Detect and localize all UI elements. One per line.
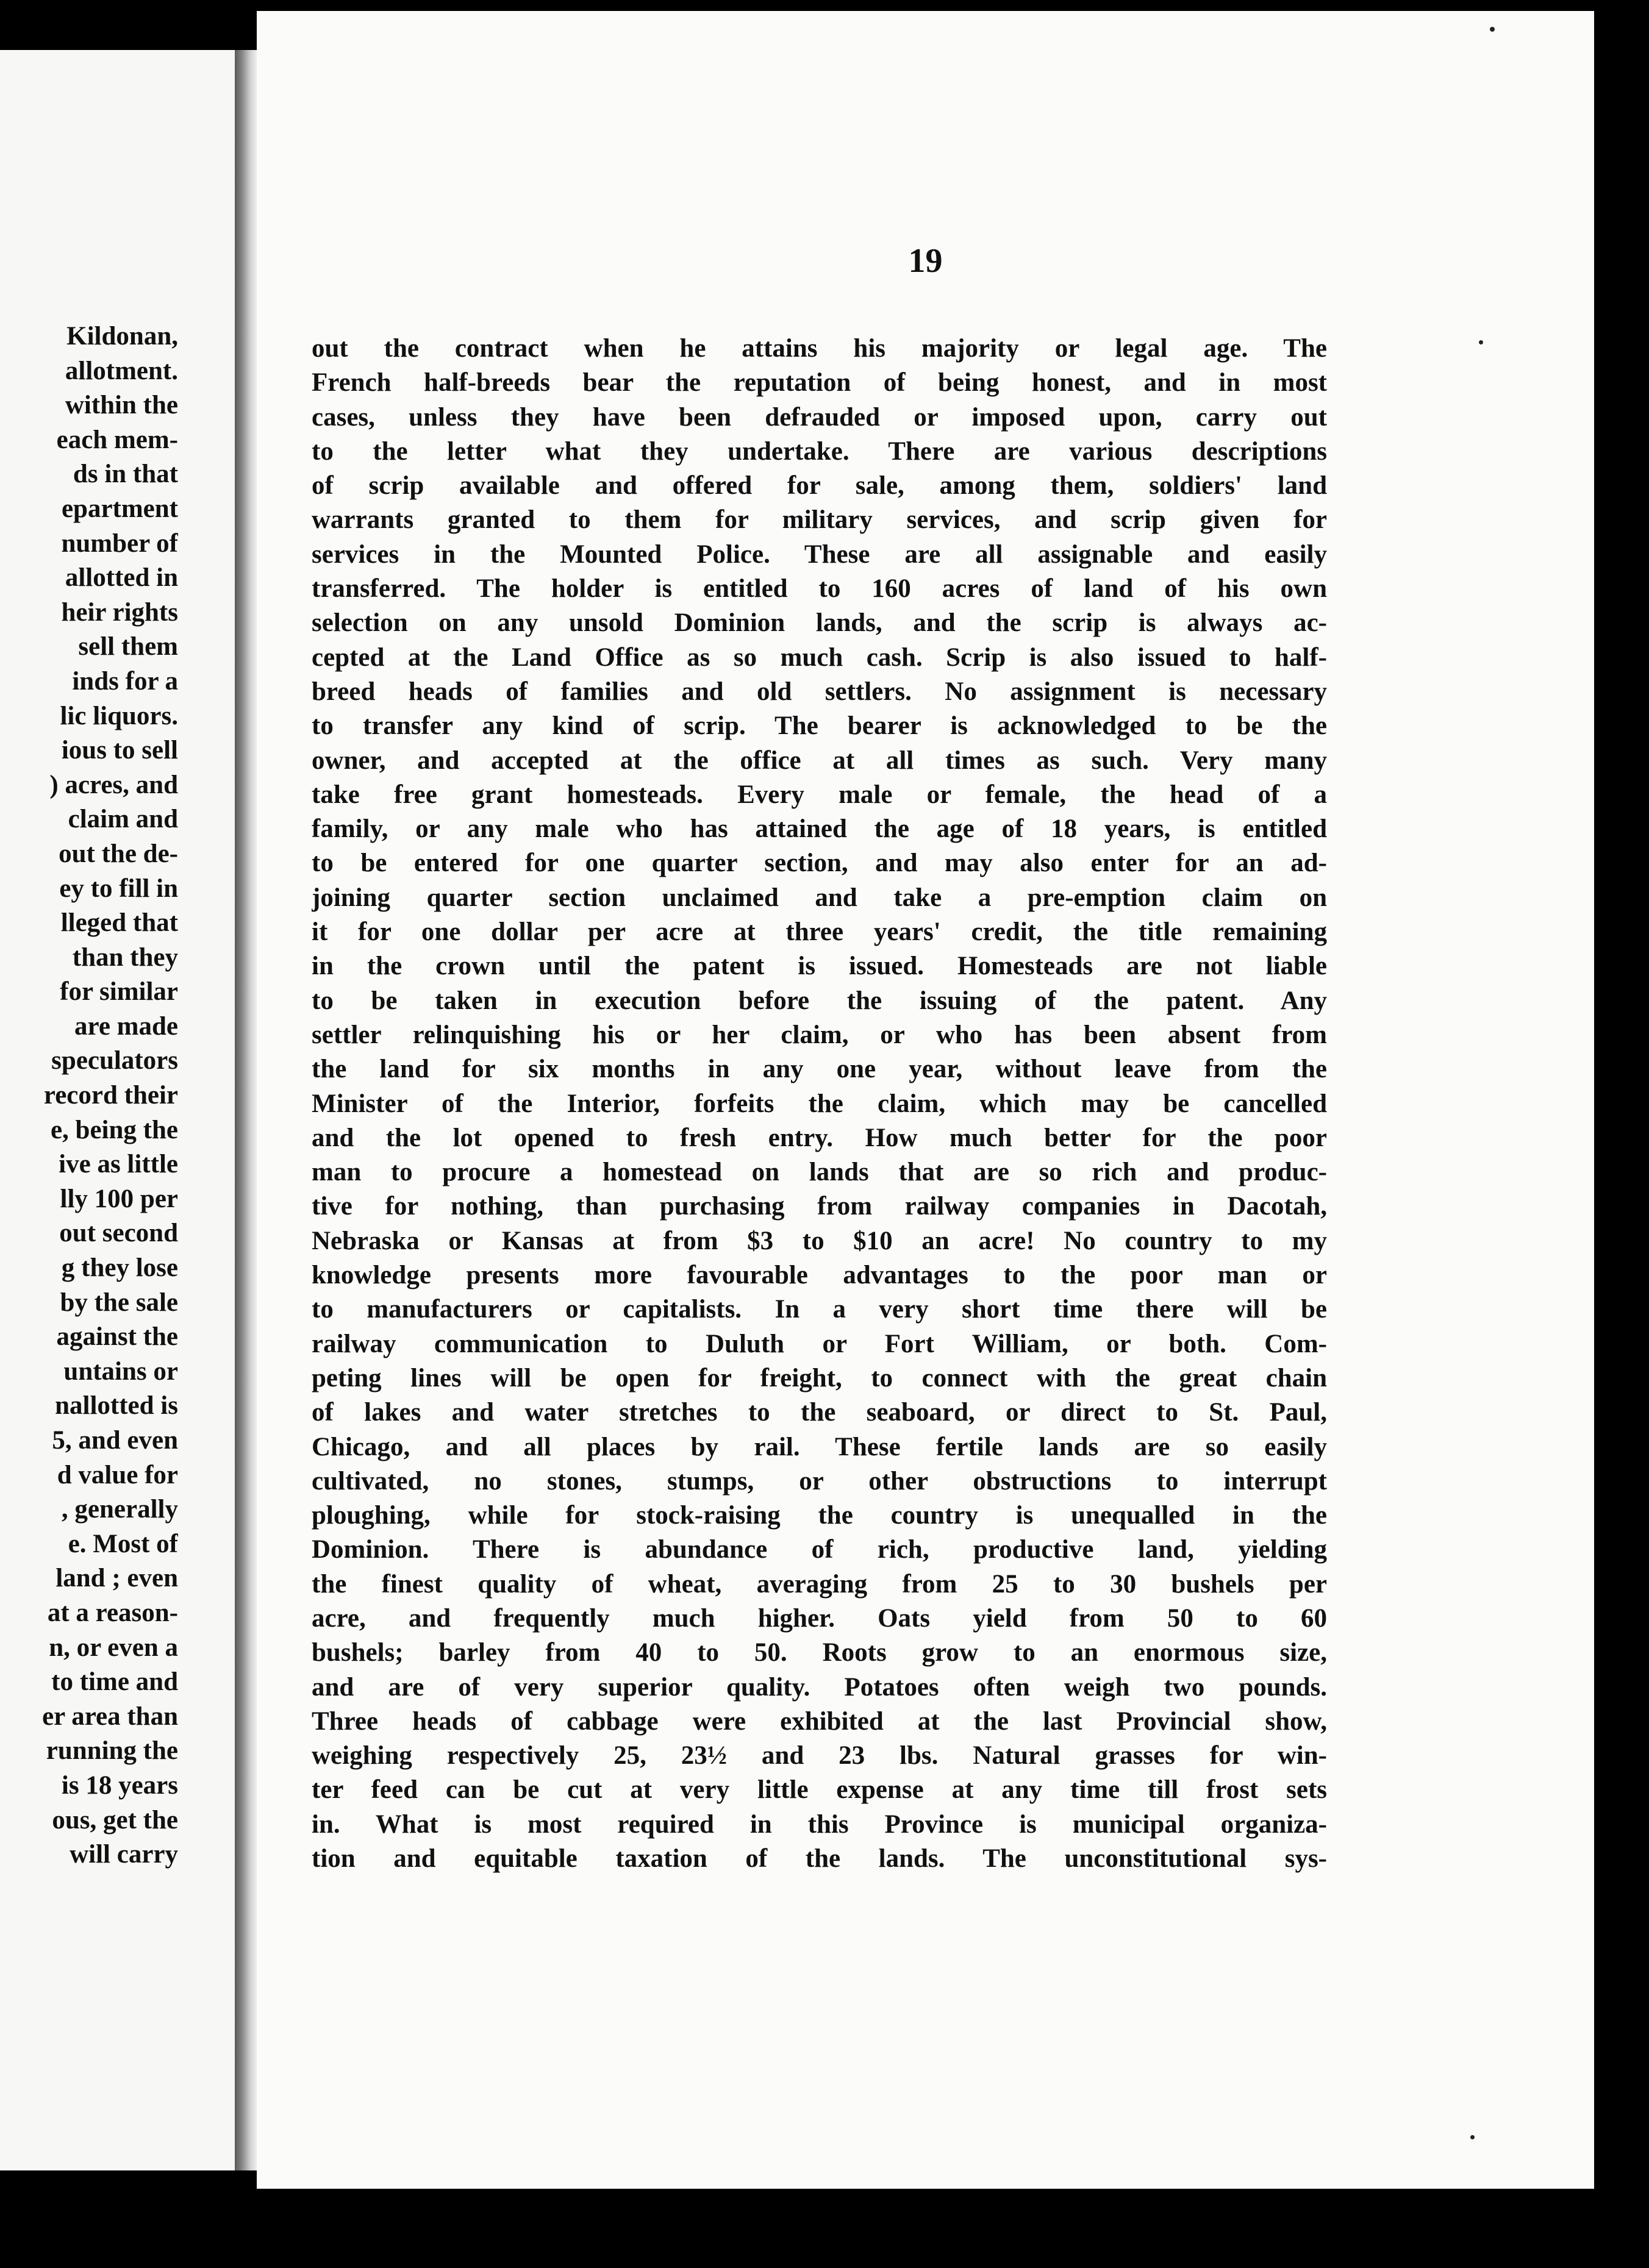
left-text-line: ious to sell xyxy=(61,736,178,765)
text-line: of lakes and water stretches to the seaboard, or direct to St. Paul, xyxy=(312,1398,1327,1427)
text-line: Three heads of cabbage were exhibited at the last Provincial show, xyxy=(312,1706,1327,1736)
text-line: selection on any unsold Dominion lands, and the scrip is always ac- xyxy=(312,608,1327,638)
text-line: in. What is most required in this Province is municipal organiza- xyxy=(312,1810,1327,1839)
left-text-line: within the xyxy=(65,391,178,420)
right-page xyxy=(257,11,1594,2189)
left-text-line: allotted in xyxy=(65,563,178,593)
left-page xyxy=(0,50,235,2170)
text-line: man to procure a homestead on lands that are so rich and produc- xyxy=(312,1158,1327,1187)
left-text-line: to time and xyxy=(51,1667,178,1697)
text-line: Chicago, and all places by rail. These fertile lands are so easily xyxy=(312,1432,1327,1461)
left-text-line: speculators xyxy=(51,1046,178,1075)
left-text-line: sell them xyxy=(78,632,178,661)
text-line: and are of very superior quality. Potatoes often weigh two pounds. xyxy=(312,1672,1327,1702)
text-line: Dominion. There is abundance of rich, productive land, yielding xyxy=(312,1535,1327,1564)
left-text-line: inds for a xyxy=(72,666,178,696)
left-text-line: epartment xyxy=(61,494,178,523)
left-text-line: against the xyxy=(56,1322,178,1352)
left-text-line: nallotted is xyxy=(55,1391,178,1421)
left-text-line: out second xyxy=(59,1219,178,1248)
left-text-line: g they lose xyxy=(61,1253,178,1283)
left-text-line: lic liquors. xyxy=(60,701,178,730)
book-gutter xyxy=(235,50,257,2170)
left-text-line: each mem- xyxy=(56,425,178,454)
text-line: and the lot opened to fresh entry. How much better for the poor xyxy=(312,1123,1327,1152)
text-line: family, or any male who has attained the age of 18 years, is entitled xyxy=(312,815,1327,844)
left-text-line: heir rights xyxy=(61,597,178,627)
text-line: acre, and frequently much higher. Oats yield from 50 to 60 xyxy=(312,1603,1327,1633)
ink-speck xyxy=(1479,340,1483,344)
text-line: Minister of the Interior, forfeits the claim, which may be cancelled xyxy=(312,1089,1327,1118)
body-text xyxy=(312,332,1327,1876)
left-text-line: number of xyxy=(61,529,178,558)
left-text-line: record their xyxy=(43,1081,178,1110)
text-line: ter feed can be cut at very little expense at any time till frost sets xyxy=(312,1775,1327,1805)
left-text-line: lly 100 per xyxy=(60,1184,178,1213)
left-text-line: will carry xyxy=(70,1840,178,1869)
text-line: to be entered for one quarter section, and may also enter for an ad- xyxy=(312,849,1327,878)
left-text-line: claim and xyxy=(68,805,178,834)
left-text-line: er area than xyxy=(42,1702,178,1731)
left-text-line: ey to fill in xyxy=(59,874,178,903)
text-line: the finest quality of wheat, averaging from 25 to 30 bushels per xyxy=(312,1569,1327,1599)
text-line: cases, unless they have been defrauded or imposed upon, carry out xyxy=(312,402,1327,432)
text-line: to be taken in execution before the issuing of the patent. Any xyxy=(312,986,1327,1015)
text-line: to the letter what they undertake. There are various descriptions xyxy=(312,437,1327,466)
text-line: breed heads of families and old settlers. No assignment is necessary xyxy=(312,677,1327,706)
left-text-line: for similar xyxy=(60,977,178,1007)
text-line: tive for nothing, than purchasing from railway companies in Dacotah, xyxy=(312,1192,1327,1221)
text-line: tion and equitable taxation of the lands. The unconstitutional sys- xyxy=(312,1844,1327,1874)
ink-speck xyxy=(1490,27,1495,32)
left-text-line: is 18 years xyxy=(61,1771,178,1800)
text-line: of scrip available and offered for sale, among them, soldiers' land xyxy=(312,471,1327,501)
text-line: owner, and accepted at the office at all times as such. Very many xyxy=(312,746,1327,775)
left-text-line: land ; even xyxy=(55,1564,178,1593)
ink-speck xyxy=(1470,2135,1475,2139)
left-text-line: ds in that xyxy=(73,460,178,489)
text-line: Nebraska or Kansas at from $3 to $10 an acre! No country to my xyxy=(312,1226,1327,1255)
page-number: 19 xyxy=(908,242,943,280)
left-text-line: e, being the xyxy=(50,1115,178,1144)
text-line: services in the Mounted Police. These are all assignable and easily xyxy=(312,540,1327,569)
left-text-line: than they xyxy=(72,943,178,972)
text-line: peting lines will be open for freight, to connect with the great chain xyxy=(312,1363,1327,1393)
text-line: to manufacturers or capitalists. In a very short time there will be xyxy=(312,1295,1327,1324)
text-line: railway communication to Duluth or Fort William, or both. Com- xyxy=(312,1329,1327,1358)
left-text-line: ous, get the xyxy=(52,1805,178,1835)
text-line: out the contract when he attains his majority or legal age. The xyxy=(312,334,1327,363)
left-text-line: Kildonan, xyxy=(66,322,178,351)
left-text-line: ive as little xyxy=(59,1150,178,1179)
left-text-line: 5, and even xyxy=(52,1426,178,1455)
text-line: the land for six months in any one year, without leave from the xyxy=(312,1055,1327,1084)
text-line: joining quarter section unclaimed and take a pre-emption claim on xyxy=(312,883,1327,912)
text-line: to transfer any kind of scrip. The bearer is acknowledged to be the xyxy=(312,711,1327,741)
left-text-line: are made xyxy=(74,1011,178,1041)
text-line: warrants granted to them for military services, and scrip given for xyxy=(312,505,1327,535)
left-text-line: d value for xyxy=(57,1460,178,1489)
text-line: ploughing, while for stock-raising the country is unequalled in the xyxy=(312,1501,1327,1530)
text-line: take free grant homesteads. Every male or female, the head of a xyxy=(312,780,1327,809)
left-text-line: at a reason- xyxy=(47,1598,178,1627)
left-text-line: e. Most of xyxy=(68,1529,178,1558)
text-line: cepted at the Land Office as so much cash. Scrip is also issued to half- xyxy=(312,643,1327,672)
left-text-line: lleged that xyxy=(60,908,178,938)
left-text-line: out the de- xyxy=(59,839,178,868)
left-text-line: n, or even a xyxy=(49,1633,178,1662)
text-line: transferred. The holder is entitled to 160 acres of land of his own xyxy=(312,574,1327,604)
left-text-line: running the xyxy=(46,1736,178,1766)
text-line: bushels; barley from 40 to 50. Roots grow to an enormous size, xyxy=(312,1638,1327,1667)
text-line: cultivated, no stones, stumps, or other obstructions to interrupt xyxy=(312,1466,1327,1496)
left-text-line: untains or xyxy=(63,1357,178,1386)
text-line: in the crown until the patent is issued. Homesteads are not liable xyxy=(312,952,1327,981)
left-text-line: by the sale xyxy=(60,1288,178,1317)
text-line: weighing respectively 25, 23½ and 23 lbs. Natural grasses for win- xyxy=(312,1741,1327,1771)
text-line: French half-breeds bear the reputation of being honest, and in most xyxy=(312,368,1327,398)
left-text-line: allotment. xyxy=(65,356,178,385)
left-text-line: , generally xyxy=(61,1495,178,1524)
left-page-text xyxy=(0,319,178,1872)
text-line: knowledge presents more favourable advantages to the poor man or xyxy=(312,1261,1327,1290)
text-line: it for one dollar per acre at three years' credit, the title remaining xyxy=(312,918,1327,947)
text-line: settler relinquishing his or her claim, or who has been absent from xyxy=(312,1020,1327,1049)
left-text-line: ) acres, and xyxy=(49,770,178,799)
